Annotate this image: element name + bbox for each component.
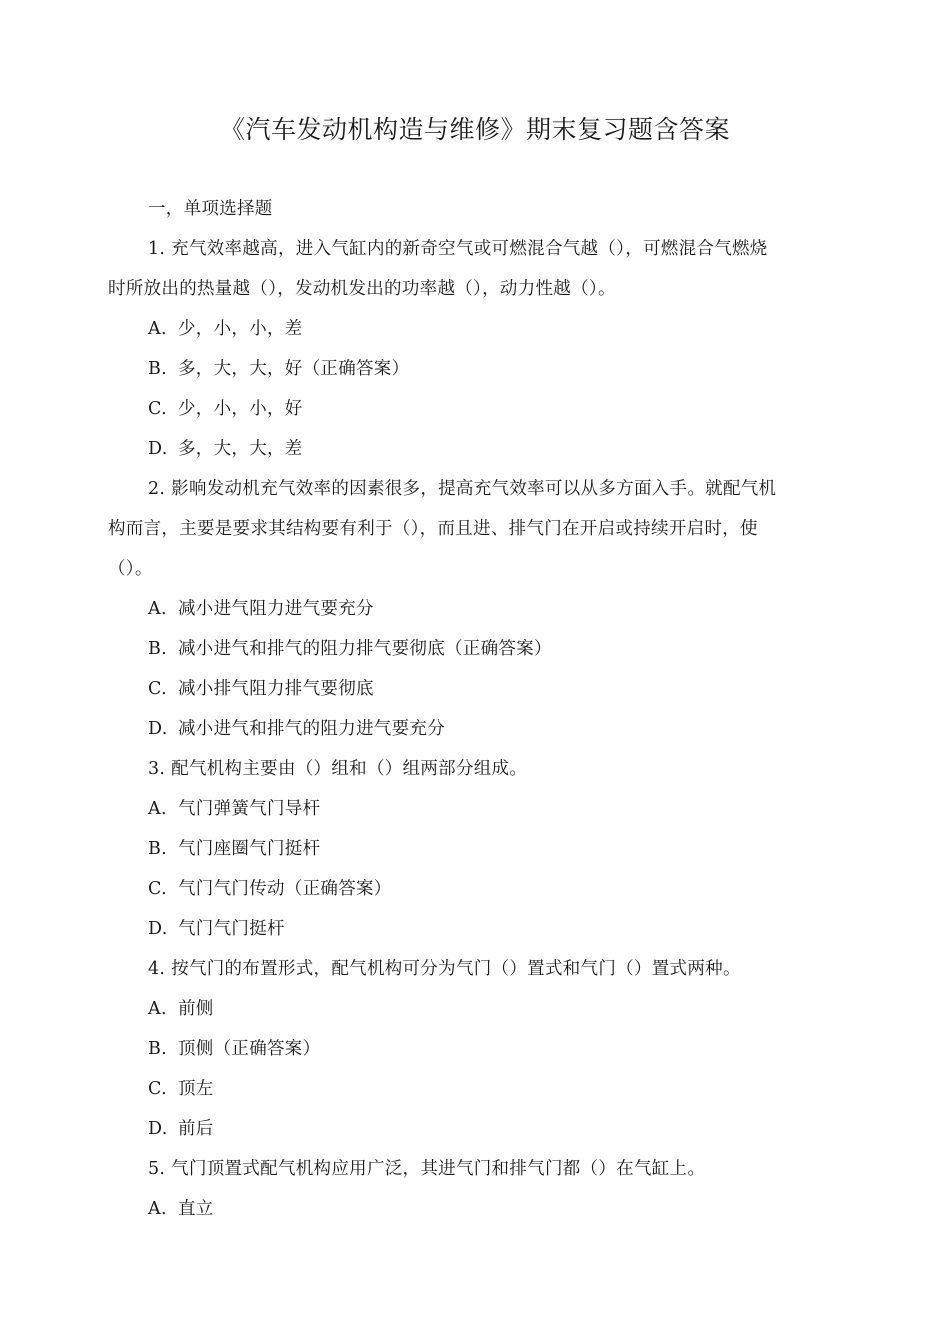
option-text: 少，小，小，好 — [178, 399, 303, 419]
answer-option — [108, 1189, 836, 1229]
option-letter: D. — [148, 919, 168, 939]
option-text: 减小进气阻力进气要充分 — [178, 599, 374, 619]
question-text: 4. 按气门的布置形式，配气机构可分为气门（）置式和气门（）置式两种。 — [148, 959, 741, 979]
option-text: 减小进气和排气的阻力排气要彻底（正确答案） — [178, 639, 552, 659]
option-text: 气门弹簧气门导杆 — [178, 799, 321, 819]
option-letter: A. — [148, 319, 167, 339]
option-text: 减小进气和排气的阻力进气要充分 — [178, 719, 445, 739]
option-letter: C. — [148, 399, 167, 419]
option-text: 顶左 — [178, 1079, 214, 1099]
answer-option — [108, 1069, 836, 1109]
option-text: 前侧 — [178, 999, 214, 1019]
option-letter: A. — [148, 1199, 167, 1219]
option-letter: B. — [148, 839, 168, 859]
question-text-continued: 构而言，主要是要求其结构要有利于（），而且进、排气门在开启或持续开启时，使 — [108, 519, 758, 539]
question-text: 1. 充气效率越高，进入气缸内的新奇空气或可燃混合气越（），可燃混合气燃烧 — [148, 239, 768, 259]
answer-option — [108, 429, 836, 469]
option-letter: A. — [148, 799, 167, 819]
option-text: 少，小，小，差 — [178, 319, 303, 339]
option-letter: A. — [148, 599, 167, 619]
document-title: 《汽车发动机构造与维修》期末复习题含答案 — [219, 115, 730, 144]
option-letter: C. — [148, 879, 167, 899]
option-text: 减小排气阻力排气要彻底 — [178, 679, 374, 699]
answer-option — [108, 989, 836, 1029]
question-text-continued: （）。 — [108, 559, 153, 579]
answer-option — [108, 869, 836, 909]
answer-option — [108, 829, 836, 869]
option-text: 前后 — [178, 1119, 214, 1139]
answer-option — [108, 709, 836, 749]
answer-option — [108, 389, 836, 429]
question-block — [108, 1149, 836, 1229]
question-text: 3. 配气机构主要由（）组和（）组两部分组成。 — [148, 759, 528, 779]
answer-option — [108, 789, 836, 829]
option-letter: C. — [148, 1079, 167, 1099]
question-text: 2. 影响发动机充气效率的因素很多，提高充气效率可以从多方面入手。就配气机 — [148, 479, 777, 499]
question-block — [108, 749, 836, 949]
answer-option — [108, 1029, 836, 1069]
option-letter: B. — [148, 1039, 168, 1059]
option-text: 气门座圈气门挺杆 — [178, 839, 321, 859]
option-letter: D. — [148, 439, 168, 459]
option-text: 气门气门挺杆 — [178, 919, 285, 939]
question-text-continued: 时所放出的热量越（），发动机发出的功率越（），动力性越（）。 — [108, 279, 616, 299]
option-text: 气门气门传动（正确答案） — [178, 879, 392, 899]
question-block — [108, 469, 836, 749]
option-letter: B. — [148, 639, 168, 659]
answer-option — [108, 309, 836, 349]
question-text: 5. 气门顶置式配气机构应用广泛，其进气门和排气门都（）在气缸上。 — [148, 1159, 706, 1179]
answer-option — [108, 349, 836, 389]
question-list — [108, 229, 836, 1229]
option-letter: B. — [148, 359, 168, 379]
question-block — [108, 229, 836, 469]
option-text: 多，大，大，差 — [178, 439, 303, 459]
option-text: 多，大，大，好（正确答案） — [178, 359, 410, 379]
section-heading: 一，单项选择题 — [148, 199, 273, 219]
document-body — [108, 189, 836, 1229]
option-letter: C. — [148, 679, 167, 699]
answer-option — [108, 589, 836, 629]
answer-option — [108, 629, 836, 669]
answer-option — [108, 1109, 836, 1149]
option-text: 直立 — [178, 1199, 214, 1219]
option-letter: D. — [148, 1119, 168, 1139]
option-text: 顶侧（正确答案） — [178, 1039, 321, 1059]
answer-option — [108, 669, 836, 709]
question-block — [108, 949, 836, 1149]
option-letter: A. — [148, 999, 167, 1019]
answer-option — [108, 909, 836, 949]
option-letter: D. — [148, 719, 168, 739]
